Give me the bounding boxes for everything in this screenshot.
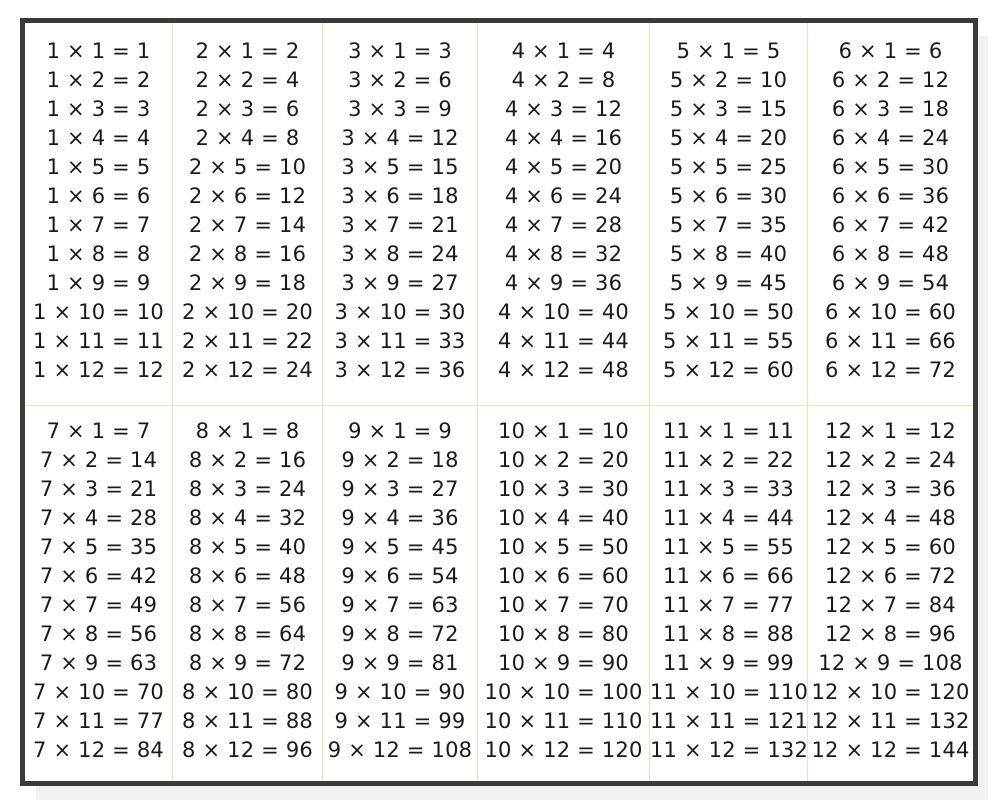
equation-cell: 3 × 7 = 21 — [341, 213, 459, 237]
equation-cell: 4 × 9 = 36 — [504, 271, 623, 295]
equation-cell: 5 × 4 = 20 — [669, 126, 788, 150]
equation-cell: 1 × 7 = 7 — [46, 213, 151, 237]
equation-cell: 5 × 11 = 55 — [663, 329, 794, 353]
equation-cell: 9 × 9 = 81 — [341, 651, 459, 675]
equation-cell: 6 × 7 = 42 — [831, 213, 950, 237]
equation-cell: 6 × 4 = 24 — [831, 126, 950, 150]
equation-cell: 8 × 6 = 48 — [188, 564, 307, 588]
equation-cell: 3 × 9 = 27 — [341, 271, 459, 295]
equation-list — [808, 417, 973, 765]
equation-cell: 2 × 7 = 14 — [188, 213, 307, 237]
equation-cell: 3 × 10 = 30 — [334, 300, 466, 324]
equation-cell: 1 × 1 = 1 — [46, 39, 151, 63]
equation-cell: 1 × 9 = 9 — [46, 271, 151, 295]
equation-cell: 7 × 12 = 84 — [33, 738, 164, 762]
equation-cell: 3 × 5 = 15 — [341, 155, 459, 179]
equation-cell: 10 × 6 = 60 — [498, 564, 629, 588]
equation-cell: 12 × 7 = 84 — [825, 593, 956, 617]
equation-cell: 9 × 8 = 72 — [341, 622, 459, 646]
times-table-column — [808, 406, 973, 781]
equation-cell: 5 × 1 = 5 — [676, 39, 781, 63]
equation-cell: 9 × 10 = 90 — [334, 680, 466, 704]
equation-cell: 11 × 3 = 33 — [663, 477, 794, 501]
equation-cell: 8 × 3 = 24 — [188, 477, 307, 501]
equation-cell: 11 × 5 = 55 — [663, 535, 794, 559]
equation-cell: 11 × 9 = 99 — [663, 651, 794, 675]
equation-cell: 6 × 5 = 30 — [831, 155, 950, 179]
equation-cell: 9 × 5 = 45 — [341, 535, 459, 559]
equation-list — [323, 37, 477, 385]
equation-list — [173, 37, 322, 385]
equation-cell: 4 × 11 = 44 — [498, 329, 629, 353]
equation-cell: 1 × 8 = 8 — [46, 242, 151, 266]
equation-cell: 4 × 7 = 28 — [504, 213, 623, 237]
equation-cell: 1 × 11 = 11 — [33, 329, 164, 353]
equation-cell: 3 × 6 = 18 — [341, 184, 459, 208]
times-table-column — [478, 23, 650, 405]
equation-cell: 10 × 2 = 20 — [498, 448, 629, 472]
equation-cell: 2 × 3 = 6 — [195, 97, 300, 121]
equation-cell: 6 × 9 = 54 — [831, 271, 950, 295]
equation-cell: 8 × 8 = 64 — [188, 622, 307, 646]
equation-cell: 1 × 4 = 4 — [46, 126, 151, 150]
equation-cell: 9 × 7 = 63 — [341, 593, 459, 617]
equation-cell: 4 × 5 = 20 — [504, 155, 623, 179]
equation-cell: 1 × 6 = 6 — [46, 184, 151, 208]
equation-cell: 10 × 8 = 80 — [498, 622, 629, 646]
equation-cell: 2 × 9 = 18 — [188, 271, 307, 295]
equation-cell: 10 × 3 = 30 — [498, 477, 629, 501]
equation-cell: 4 × 12 = 48 — [498, 358, 629, 382]
equation-cell: 7 × 5 = 35 — [39, 535, 158, 559]
equation-cell: 11 × 11 = 121 — [650, 709, 809, 733]
equation-list — [650, 37, 807, 385]
equation-cell: 12 × 1 = 12 — [825, 419, 956, 443]
equation-cell: 12 × 11 = 132 — [811, 709, 970, 733]
equation-cell: 7 × 9 = 63 — [39, 651, 158, 675]
equation-cell: 7 × 1 = 7 — [46, 419, 151, 443]
equation-cell: 9 × 11 = 99 — [334, 709, 466, 733]
equation-cell: 3 × 3 = 9 — [348, 97, 452, 121]
times-table-column — [173, 23, 323, 405]
equation-cell: 5 × 7 = 35 — [669, 213, 788, 237]
equation-cell: 3 × 11 = 33 — [334, 329, 466, 353]
equation-cell: 7 × 10 = 70 — [33, 680, 164, 704]
equation-cell: 10 × 11 = 110 — [484, 709, 643, 733]
equation-cell: 9 × 6 = 54 — [341, 564, 459, 588]
equation-cell: 6 × 12 = 72 — [825, 358, 956, 382]
equation-cell: 4 × 3 = 12 — [504, 97, 623, 121]
equation-list — [808, 37, 973, 385]
equation-cell: 5 × 6 = 30 — [669, 184, 788, 208]
equation-cell: 3 × 1 = 3 — [348, 39, 452, 63]
equation-cell: 12 × 5 = 60 — [825, 535, 956, 559]
equation-cell: 9 × 4 = 36 — [341, 506, 459, 530]
times-table-column — [323, 23, 478, 405]
equation-cell: 12 × 4 = 48 — [825, 506, 956, 530]
equation-cell: 6 × 6 = 36 — [831, 184, 950, 208]
equation-cell: 11 × 2 = 22 — [663, 448, 794, 472]
equation-cell: 6 × 3 = 18 — [831, 97, 950, 121]
equation-cell: 8 × 7 = 56 — [188, 593, 307, 617]
equation-cell: 8 × 9 = 72 — [188, 651, 307, 675]
equation-cell: 6 × 10 = 60 — [825, 300, 956, 324]
equation-cell: 4 × 2 = 8 — [511, 68, 616, 92]
equation-cell: 11 × 6 = 66 — [663, 564, 794, 588]
equation-cell: 8 × 4 = 32 — [188, 506, 307, 530]
equation-cell: 2 × 11 = 22 — [182, 329, 313, 353]
equation-cell: 10 × 1 = 10 — [498, 419, 629, 443]
equation-cell: 2 × 2 = 4 — [195, 68, 300, 92]
equation-cell: 3 × 12 = 36 — [334, 358, 466, 382]
equation-cell: 3 × 2 = 6 — [348, 68, 452, 92]
times-table-grid — [25, 23, 973, 781]
equation-cell: 1 × 10 = 10 — [33, 300, 164, 324]
equation-cell: 9 × 3 = 27 — [341, 477, 459, 501]
equation-cell: 10 × 4 = 40 — [498, 506, 629, 530]
equation-list — [478, 417, 649, 765]
times-table-column — [25, 23, 173, 405]
times-table-column — [650, 23, 808, 405]
equation-cell: 2 × 12 = 24 — [182, 358, 313, 382]
equation-cell: 11 × 4 = 44 — [663, 506, 794, 530]
equation-cell: 6 × 11 = 66 — [825, 329, 956, 353]
equation-cell: 7 × 3 = 21 — [39, 477, 158, 501]
equation-cell: 6 × 1 = 6 — [838, 39, 943, 63]
equation-cell: 7 × 11 = 77 — [33, 709, 164, 733]
equation-cell: 7 × 8 = 56 — [39, 622, 158, 646]
equation-cell: 5 × 8 = 40 — [669, 242, 788, 266]
equation-cell: 3 × 4 = 12 — [341, 126, 459, 150]
times-table-column — [173, 406, 323, 781]
equation-cell: 8 × 10 = 80 — [182, 680, 313, 704]
equation-cell: 7 × 4 = 28 — [39, 506, 158, 530]
equation-cell: 4 × 6 = 24 — [504, 184, 623, 208]
equation-cell: 11 × 7 = 77 — [663, 593, 794, 617]
equation-cell: 10 × 5 = 50 — [498, 535, 629, 559]
times-table-column — [25, 406, 173, 781]
equation-cell: 8 × 5 = 40 — [188, 535, 307, 559]
equation-cell: 5 × 10 = 50 — [663, 300, 794, 324]
equation-cell: 11 × 8 = 88 — [663, 622, 794, 646]
equation-cell: 9 × 1 = 9 — [348, 419, 452, 443]
equation-cell: 5 × 5 = 25 — [669, 155, 788, 179]
equation-cell: 10 × 7 = 70 — [498, 593, 629, 617]
equation-cell: 6 × 8 = 48 — [831, 242, 950, 266]
equation-cell: 1 × 5 = 5 — [46, 155, 151, 179]
equation-cell: 12 × 2 = 24 — [825, 448, 956, 472]
equation-cell: 8 × 12 = 96 — [182, 738, 313, 762]
equation-list — [478, 37, 649, 385]
equation-cell: 2 × 10 = 20 — [182, 300, 313, 324]
equation-cell: 5 × 12 = 60 — [663, 358, 794, 382]
times-table-column — [478, 406, 650, 781]
equation-cell: 4 × 10 = 40 — [498, 300, 629, 324]
times-table-column — [808, 23, 973, 405]
equation-cell: 8 × 11 = 88 — [182, 709, 313, 733]
equation-cell: 10 × 12 = 120 — [484, 738, 643, 762]
equation-cell: 2 × 4 = 8 — [195, 126, 300, 150]
equation-cell: 12 × 6 = 72 — [825, 564, 956, 588]
equation-cell: 4 × 4 = 16 — [504, 126, 623, 150]
equation-cell: 11 × 12 = 132 — [650, 738, 809, 762]
table-row-top — [25, 23, 973, 406]
equation-cell: 2 × 8 = 16 — [188, 242, 307, 266]
equation-cell: 12 × 12 = 144 — [811, 738, 970, 762]
equation-cell: 10 × 10 = 100 — [484, 680, 643, 704]
equation-cell: 11 × 10 = 110 — [650, 680, 809, 704]
equation-cell: 11 × 1 = 11 — [663, 419, 794, 443]
equation-cell: 1 × 2 = 2 — [46, 68, 151, 92]
equation-cell: 1 × 3 = 3 — [46, 97, 151, 121]
times-table-column — [650, 406, 808, 781]
equation-cell: 12 × 9 = 108 — [818, 651, 963, 675]
equation-cell: 2 × 1 = 2 — [195, 39, 300, 63]
equation-cell: 5 × 2 = 10 — [669, 68, 788, 92]
equation-cell: 2 × 6 = 12 — [188, 184, 307, 208]
equation-cell: 8 × 2 = 16 — [188, 448, 307, 472]
equation-list — [25, 417, 172, 765]
equation-cell: 4 × 1 = 4 — [511, 39, 616, 63]
equation-list — [25, 37, 172, 385]
equation-cell: 12 × 10 = 120 — [811, 680, 970, 704]
equation-cell: 7 × 7 = 49 — [39, 593, 158, 617]
times-table-column — [323, 406, 478, 781]
equation-cell: 7 × 2 = 14 — [39, 448, 158, 472]
equation-cell: 10 × 9 = 90 — [498, 651, 629, 675]
equation-cell: 9 × 2 = 18 — [341, 448, 459, 472]
equation-cell: 3 × 8 = 24 — [341, 242, 459, 266]
equation-list — [650, 417, 807, 765]
equation-list — [323, 417, 477, 765]
equation-cell: 8 × 1 = 8 — [195, 419, 300, 443]
equation-cell: 5 × 9 = 45 — [669, 271, 788, 295]
equation-cell: 9 × 12 = 108 — [327, 738, 473, 762]
equation-cell: 1 × 12 = 12 — [33, 358, 164, 382]
times-table-chart — [20, 18, 978, 786]
equation-cell: 12 × 8 = 96 — [825, 622, 956, 646]
equation-cell: 2 × 5 = 10 — [188, 155, 307, 179]
equation-cell: 4 × 8 = 32 — [504, 242, 623, 266]
equation-list — [173, 417, 322, 765]
table-row-bottom — [25, 406, 973, 781]
equation-cell: 7 × 6 = 42 — [39, 564, 158, 588]
equation-cell: 12 × 3 = 36 — [825, 477, 956, 501]
equation-cell: 6 × 2 = 12 — [831, 68, 950, 92]
equation-cell: 5 × 3 = 15 — [669, 97, 788, 121]
